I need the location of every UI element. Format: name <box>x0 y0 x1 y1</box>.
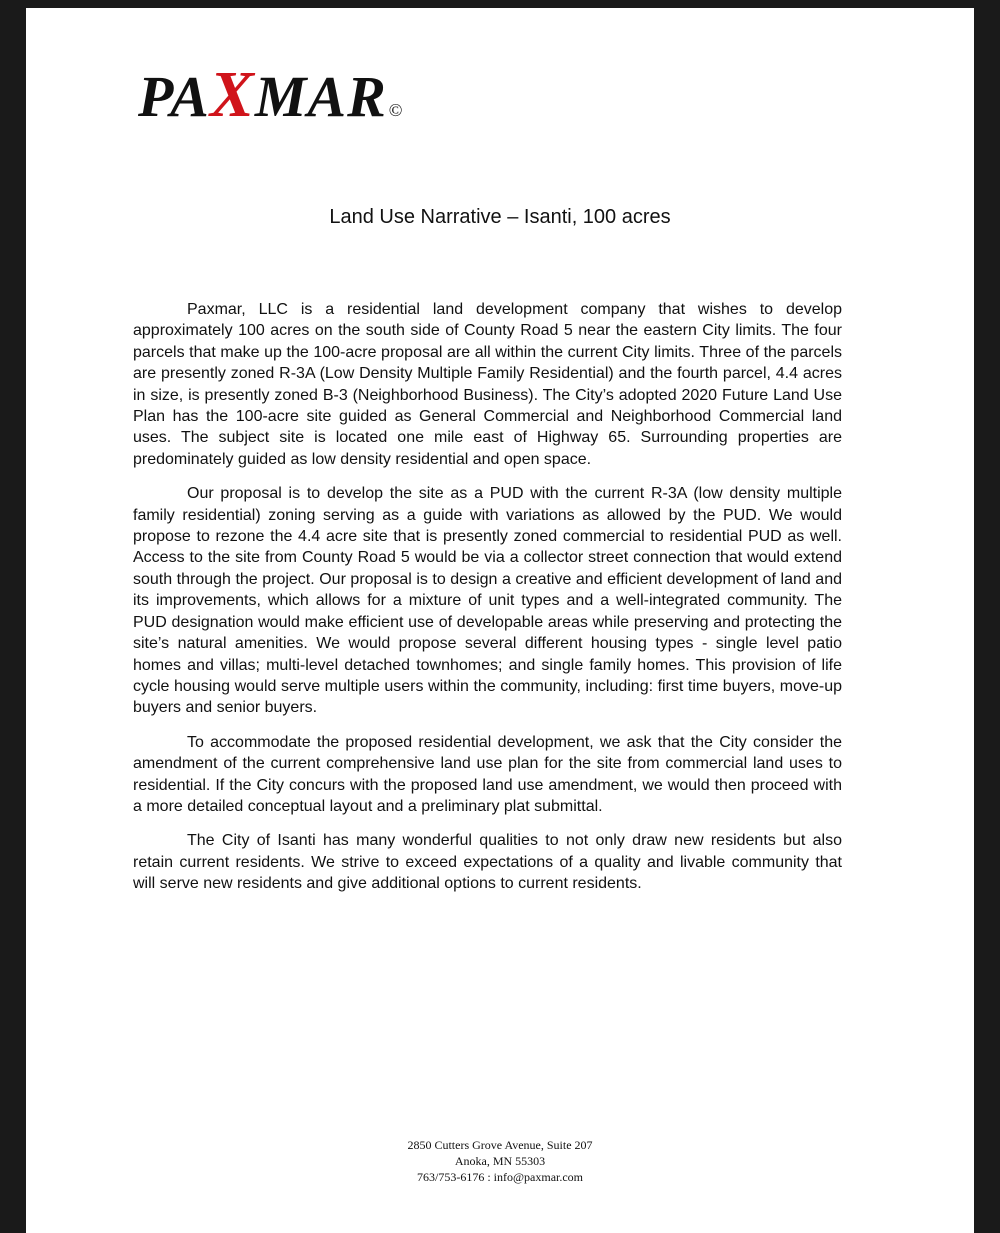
paragraph-proposal: Our proposal is to develop the site as a PUD with the current R-3A (low density multiple family residential) zoning serving as a guide with variations as allowed by the PUD. We would propose to rezone the 4.4 acre site that is presently zoned commercial to residential PUD as well. Access to the site from County Road 5 would be via a collector street connection that would extend south through the project. Our proposal is to design a creative and efficient development of land and its improvements, which allows for a mixture of unit types and a well-integrated community. The PUD designation would make efficient use of developable areas while preserving and protecting the site’s natural amenities. We would propose several different housing types - single level patio homes and villas; multi-level detached townhomes; and single family homes. This provision of life cycle housing would serve multiple users within the community, including: first time buyers, move-up buyers and senior buyers. <box>133 485 842 717</box>
footer-street: 2850 Cutters Grove Avenue, Suite 207 <box>407 1138 593 1152</box>
paragraph-closing: The City of Isanti has many wonderful qualities to not only draw new residents but also retain current residents. We strive to exceed expectations of a quality and livable community that will serve new residents and give additional options to current residents. <box>133 832 842 893</box>
paragraph-intro: Paxmar, LLC is a residential land development company that wishes to develop approximately 100 acres on the south side of County Road 5 near the eastern City limits. The four parcels that make up the 100-acre proposal are all within the current City limits. Three of the parcels are presently zoned R-3A (Low Density Multiple Family Residential) and the fourth parcel, 4.4 acres in size, is presently zoned B-3 (Neighborhood Business). The City’s adopted 2020 Future Land Use Plan has the 100-acre site guided as General Commercial and Neighborhood Commercial land uses. The subject site is located one mile east of Highway 65. Surrounding properties are predominately guided as low density residential and open space. <box>133 301 842 468</box>
narrative-body <box>133 299 842 908</box>
footer-address <box>26 1137 974 1185</box>
paragraph-amendment: To accommodate the proposed residential development, we ask that the City consider the amendment of the current comprehensive land use plan for the site from commercial land uses to residential. If the City concurs with the proposed land use amendment, we would then proceed with a more detailed conceptual layout and a preliminary plat submittal. <box>133 733 842 815</box>
letter-page <box>26 8 974 1233</box>
copyright-mark: © <box>388 100 404 120</box>
paxmar-logo <box>138 60 403 145</box>
logo-text-mar: MAR <box>254 64 387 129</box>
footer-city: Anoka, MN 55303 <box>454 1154 546 1168</box>
logo-text-pa: PA <box>138 64 210 129</box>
footer-contact: 763/753-6176 : info@paxmar.com <box>416 1170 584 1184</box>
document-title: Land Use Narrative – Isanti, 100 acres <box>329 206 671 228</box>
logo-text-x: X <box>209 58 255 131</box>
